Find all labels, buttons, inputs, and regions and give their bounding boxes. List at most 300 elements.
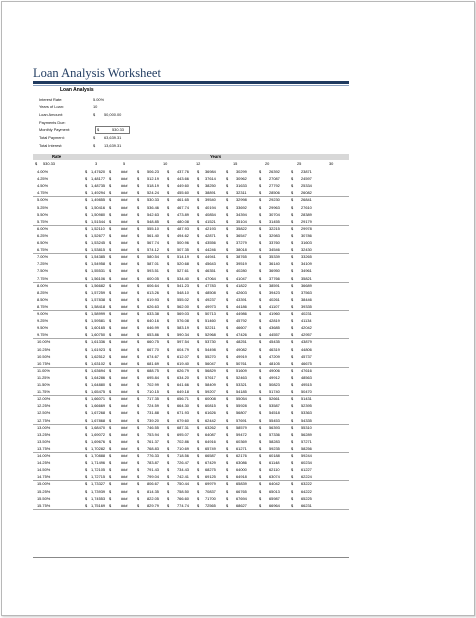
overflow-cell: ### [121,225,128,231]
value-cell-10: 731.88 [147,410,159,416]
currency-cell: $ [226,275,229,281]
value-cell-30: 35821 [301,275,312,281]
currency-cell: $ [85,445,88,451]
value-cell-20: 47426 [236,332,247,338]
value-cell-3: 1,49855 [91,197,106,203]
value-cell-15: 37614 [205,176,216,182]
currency-cell: $ [85,453,88,458]
rate-cell: 8.00% [37,282,49,288]
currency-cell: $ [85,410,88,416]
currency-cell: $ [167,240,170,245]
rate-cell: 6.75% [37,247,49,253]
value-cell-3: 1,69072 [91,431,106,437]
value-cell-12: 718.56 [177,453,189,458]
table-row [33,367,349,374]
overflow-cell: ### [121,190,128,196]
currency-cell: $ [137,445,140,451]
currency-cell: $ [167,261,170,267]
currency-cell: $ [259,417,262,423]
currency-cell: $ [197,453,200,458]
value-cell-10: 530.33 [147,197,159,203]
currency-cell: $ [197,247,200,253]
years-label: Years of Loan: [39,104,64,109]
value-cell-25: 32215 [269,225,280,231]
currency-cell: $ [197,218,200,224]
currency-cell: $ [259,502,262,508]
currency-cell: $ [197,325,200,331]
table-row [33,402,349,409]
page-title: Loan Analysis Worksheet [33,66,161,80]
value-cell-3: 1,71496 [91,460,106,466]
currency-cell: $ [197,424,200,430]
table-row [33,445,349,452]
value-cell-20: 30299 [236,169,247,174]
value-cell-20: 31633 [236,183,247,189]
currency-cell: $ [109,169,112,174]
currency-cell: $ [85,367,88,373]
value-cell-12: 687.31 [177,424,189,430]
value-cell-12: 534.40 [177,275,189,281]
value-cell-30: 34961 [301,268,312,274]
overflow-cell: ### [121,460,128,466]
value-cell-30: 65225 [301,495,312,501]
currency-cell: $ [259,325,262,331]
value-cell-15: 56829 [205,367,216,373]
table-row [33,473,349,480]
currency-cell: $ [197,396,200,402]
overflow-cell: ### [121,417,128,423]
value-cell-12: 726.47 [177,460,189,466]
loan-amount-label: Loan Amount: [39,112,64,117]
currency-cell: $ [197,225,200,231]
overflow-cell: ### [121,325,128,331]
currency-cell: $ [109,367,112,373]
value-cell-30: 27610 [301,204,312,210]
currency-cell: $ [109,296,112,302]
years-header: Years [210,154,222,159]
table-row [33,289,349,296]
currency-cell: $ [291,502,294,508]
value-cell-20: 49919 [236,353,247,359]
rate-cell: 6.25% [37,232,49,238]
currency-cell: $ [259,474,262,480]
currency-cell: $ [137,282,140,288]
year-col-header: 10 [163,161,168,166]
table-row [33,275,349,282]
currency-cell: $ [167,225,170,231]
value-cell-25: 27792 [269,183,280,189]
currency-cell: $ [137,453,140,458]
value-cell-25: 49912 [269,374,280,380]
value-cell-12: 500.96 [177,240,189,245]
table-row [33,303,349,310]
value-cell-12: 649.18 [177,389,189,395]
currency-cell: $ [85,495,88,501]
currency-cell: $ [259,225,262,231]
value-cell-3: 1,54958 [91,261,106,267]
value-cell-20: 36547 [236,232,247,238]
currency-cell: $ [226,318,229,324]
value-cell-30: 52395 [301,403,312,409]
currency-cell: $ [197,367,200,373]
value-cell-15: 66587 [205,453,216,458]
overflow-cell: ### [121,445,128,451]
currency-cell: $ [226,190,229,196]
currency-cell: $ [259,190,262,196]
value-cell-12: 461.65 [177,197,189,203]
value-cell-30: 57271 [301,438,312,444]
value-cell-30: 48563 [301,374,312,380]
value-cell-15: 48508 [205,289,216,295]
currency-cell: $ [85,332,88,338]
currency-cell: $ [259,374,262,380]
value-cell-15: 59207 [205,389,216,395]
overflow-cell: ### [121,275,128,281]
value-cell-15: 44941 [205,254,216,260]
summary-heading: Loan Analysis [60,87,94,93]
overflow-cell: ### [121,410,128,416]
currency-cell: $ [167,282,170,288]
rate-cell: 9.25% [37,318,49,324]
value-cell-10: 567.74 [147,240,159,245]
currency-cell: $ [137,289,140,295]
overflow-cell: ### [121,431,128,437]
value-cell-15: 56047 [205,360,216,366]
currency-cell: $ [197,275,200,281]
table-row [33,331,349,338]
value-cell-30: 54335 [301,417,312,423]
currency-cell: $ [226,403,229,409]
currency-cell: $ [85,488,88,494]
value-cell-12: 473.89 [177,211,189,217]
worksheet-page [1,1,475,616]
value-cell-3: 1,51544 [91,218,106,224]
currency-cell: $ [137,424,140,430]
currency-cell: $ [226,211,229,217]
currency-cell: $ [137,346,140,352]
value-cell-15: 38891 [205,190,216,196]
value-cell-10: 783.87 [147,460,159,466]
currency-cell: $ [291,169,294,174]
currency-cell: $ [259,453,262,458]
currency-cell: $ [167,360,170,366]
value-cell-30: 42042 [301,325,312,331]
value-cell-10: 600.05 [147,275,159,281]
value-cell-3: 1,57259 [91,289,106,295]
rate-cell: 14.00% [37,453,51,458]
value-cell-30: 46675 [301,360,312,366]
currency-cell: $ [167,410,170,416]
currency-cell: $ [226,240,229,245]
value-cell-10: 574.12 [147,247,159,253]
value-cell-25: 31455 [269,218,280,224]
currency-cell: $ [226,204,229,210]
value-cell-15: 42871 [205,232,216,238]
currency-cell: $ [109,240,112,245]
value-cell-20: 30962 [236,176,247,182]
currency-cell: $ [259,197,262,203]
currency-cell: $ [137,502,140,508]
currency-cell: $ [291,445,294,451]
value-cell-3: 1,66669 [91,403,106,409]
years-value[interactable]: 10 [93,104,98,109]
currency-cell: $ [197,410,200,416]
currency-cell: $ [137,261,140,267]
currency-cell: $ [197,445,200,451]
currency-cell: $ [167,424,170,430]
value-cell-10: 806.67 [147,481,159,487]
rate-cell: 11.25% [37,374,50,380]
interest-rate-value[interactable]: 5.00% [93,97,105,102]
table-row [33,182,349,189]
value-cell-12: 604.79 [177,346,189,352]
overflow-cell: ### [121,318,128,324]
currency-cell: $ [85,232,88,238]
rate-cell: 8.75% [37,303,49,309]
currency-cell: $ [109,360,112,366]
total-payment-label: Total Payment: [39,135,65,140]
rate-cell: 10.00% [37,339,51,345]
value-cell-30: 36689 [301,282,312,288]
currency-cell: $ [85,289,88,295]
value-cell-25: 39423 [269,289,280,295]
value-cell-20: 59472 [236,431,247,437]
currency-cell: $ [137,318,140,324]
overflow-cell: ### [121,197,128,203]
loan-amount-value[interactable]: 50,000.00 [104,112,122,117]
rate-cell: 9.75% [37,332,49,338]
currency-cell: $ [137,204,140,210]
value-cell-3: 1,74553 [91,495,106,501]
currency-cell: $ [85,502,88,508]
value-cell-10: 799.04 [147,474,159,480]
currency-cell: $ [109,225,112,231]
value-cell-30: 33265 [301,254,312,260]
table-bottom-rule [33,557,349,558]
value-cell-30: 58256 [301,445,312,451]
currency-cell: $ [226,218,229,224]
table-row [33,424,349,431]
currency-cell: $ [167,197,170,203]
value-cell-20: 34394 [236,211,247,217]
value-cell-10: 761.37 [147,438,159,444]
value-cell-15: 71700 [205,495,216,501]
overflow-cell: ### [121,232,128,238]
currency-cell: $ [167,254,170,260]
currency-cell: $ [85,183,88,189]
overflow-cell: ### [121,353,128,359]
currency-cell: $ [226,225,229,231]
value-cell-30: 45737 [301,353,312,359]
currency-cell: $ [259,403,262,409]
overflow-cell: ### [121,403,128,409]
value-cell-10: 580.54 [147,254,159,260]
value-cell-12: 619.40 [177,360,189,366]
table-row [33,204,349,211]
currency-cell: $ [197,318,200,324]
value-cell-25: 60188 [269,453,280,458]
value-cell-12: 710.69 [177,445,189,451]
currency-cell: $ [197,474,200,480]
value-cell-12: 507.35 [177,247,189,253]
currency-cell: $ [197,353,200,359]
value-cell-20: 32998 [236,197,247,203]
currency-cell: $ [137,169,140,174]
value-cell-12: 494.62 [177,232,189,238]
value-cell-25: 61148 [269,460,280,466]
table-row [33,409,349,416]
rate-cell: 15.25% [37,488,51,494]
overflow-cell: ### [121,303,128,309]
currency-cell: $ [137,218,140,224]
value-cell-3: 1,52110 [91,225,105,231]
overflow-cell: ### [121,502,128,508]
currency-cell: $ [85,176,88,182]
currency-cell: $ [259,367,262,373]
currency-cell: $ [109,382,112,387]
currency-cell: $ [259,488,262,494]
currency-cell: $ [85,424,88,430]
currency-cell: $ [226,176,229,182]
value-cell-10: 619.93 [147,296,159,302]
currency-cell: $ [226,282,229,288]
currency-cell: $ [167,353,170,359]
currency-cell: $ [197,374,200,380]
currency-cell: $ [137,431,140,437]
value-cell-15: 52968 [205,332,216,338]
currency-cell: $ [137,474,140,480]
monthly-payment-currency: $ [97,127,100,132]
currency-cell: $ [167,183,170,189]
currency-cell: $ [167,389,170,395]
value-cell-25: 45435 [269,339,280,345]
rate-cell: 14.25% [37,460,51,466]
value-cell-30: 25334 [301,183,312,189]
currency-cell: $ [137,197,140,203]
currency-cell: $ [291,467,294,473]
overflow-cell: ### [121,382,128,387]
currency-cell: $ [137,353,140,359]
table-row [33,381,349,388]
currency-cell: $ [226,311,229,316]
currency-cell: $ [167,488,170,494]
rate-cell: 7.50% [37,268,49,274]
currency-cell: $ [137,460,140,466]
value-cell-20: 42603 [236,289,247,295]
value-cell-12: 679.60 [177,417,189,423]
currency-cell: $ [109,403,112,409]
value-cell-15: 62442 [205,417,216,423]
value-cell-30: 42957 [301,332,312,338]
currency-cell: $ [109,474,112,480]
rate-cell: 12.25% [37,403,51,409]
value-cell-20: 41047 [236,275,247,281]
value-cell-20: 53321 [236,382,247,387]
currency-cell: $ [137,232,140,238]
value-cell-12: 555.02 [177,296,189,302]
value-cell-25: 47209 [269,353,280,359]
currency-cell: $ [259,424,262,430]
total-interest-value: 13,639.31 [104,143,122,148]
currency-cell: $ [85,275,88,281]
value-cell-12: 766.60 [177,495,189,501]
value-cell-12: 480.08 [177,218,189,224]
currency-cell: $ [197,332,200,338]
value-cell-25: 49006 [269,367,280,373]
currency-cell: $ [137,396,140,402]
currency-cell: $ [259,275,262,281]
value-cell-30: 49515 [301,382,312,387]
value-cell-3: 1,72715 [91,474,106,480]
currency-cell: $ [226,488,229,494]
value-cell-15: 61626 [205,410,216,416]
value-cell-10: 626.63 [147,303,159,309]
value-cell-12: 758.50 [177,488,189,494]
value-cell-12: 576.08 [177,318,189,324]
currency-cell: $ [226,332,229,338]
currency-cell: $ [197,268,200,274]
value-cell-3: 1,57838 [91,296,106,302]
currency-cell: $ [291,296,294,302]
value-cell-12: 664.30 [177,403,189,409]
value-cell-20: 35822 [236,225,247,231]
currency-cell: $ [109,445,112,451]
currency-cell: $ [226,410,229,416]
rate-cell: 8.25% [37,289,49,295]
currency-cell: $ [167,318,170,324]
value-cell-30: 62224 [301,474,312,480]
currency-cell: $ [291,318,294,324]
value-cell-3: 1,63694 [91,367,106,373]
value-cell-3: 1,55531 [91,268,106,274]
value-cell-25: 29230 [269,197,280,203]
currency-cell: $ [259,247,262,253]
rate-cell: 13.50% [37,438,51,444]
currency-cell: $ [291,382,294,387]
value-cell-25: 38591 [269,282,280,288]
currency-cell: $ [167,190,170,196]
rate-cell: 7.75% [37,275,49,281]
value-cell-12: 548.10 [177,289,189,295]
value-cell-12: 597.54 [177,339,189,345]
currency-cell: $ [85,240,88,245]
currency-cell: $ [291,275,294,281]
currency-cell: $ [291,247,294,253]
value-cell-30: 29179 [301,218,312,224]
currency-cell: $ [85,311,88,316]
currency-cell: $ [291,303,294,309]
rate-cell: 15.50% [37,495,51,501]
value-cell-20: 39519 [236,261,247,267]
value-cell-15: 40194 [205,204,216,210]
value-cell-25: 27087 [269,176,280,182]
rate-cell: 7.25% [37,261,49,267]
currency-cell: $ [137,254,140,260]
value-cell-25: 64042 [269,481,280,487]
currency-cell: $ [85,481,88,487]
currency-cell: $ [291,204,294,210]
currency-cell: $ [291,424,294,430]
currency-cell: $ [226,353,229,359]
overflow-cell: ### [121,254,128,260]
value-cell-15: 53730 [205,339,216,345]
rate-cell: 11.50% [37,382,50,387]
currency-cell: $ [259,382,262,387]
value-cell-25: 46319 [269,346,280,352]
table-row [33,346,349,353]
value-cell-10: 633.38 [147,311,159,316]
value-cell-15: 51460 [205,318,216,324]
